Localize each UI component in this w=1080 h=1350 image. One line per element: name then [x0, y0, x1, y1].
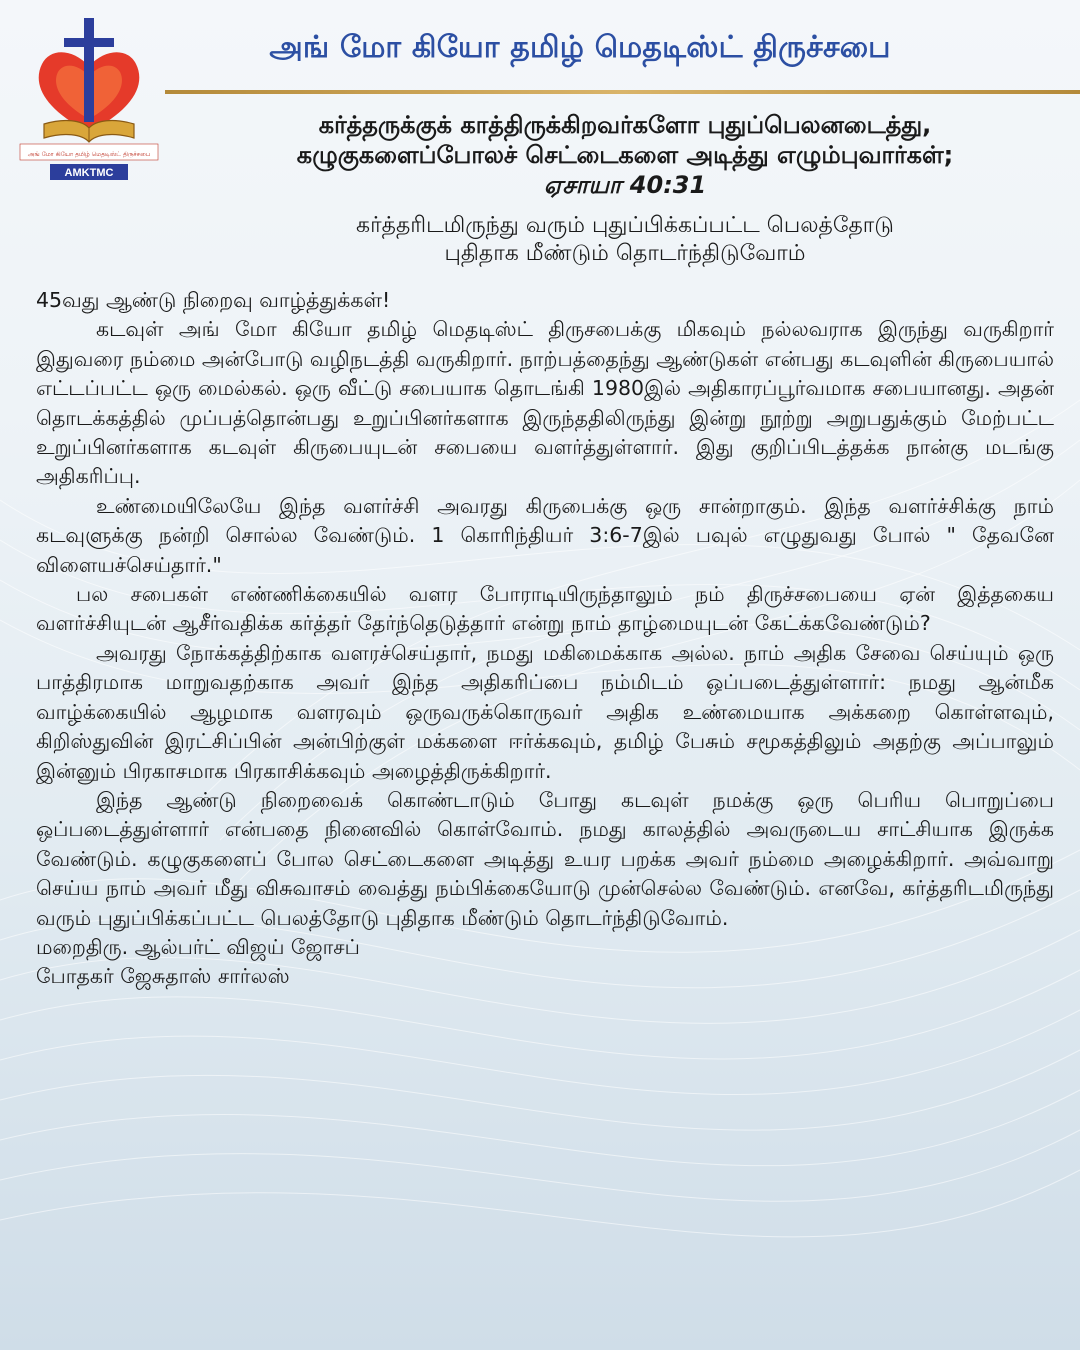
theme-line-2: புதிதாக மீண்டும் தொடர்ந்திடுவோம் [444, 241, 806, 266]
letter-body [36, 286, 1054, 992]
church-title: அங் மோ கியோ தமிழ் மெதடிஸ்ட் திருச்சபை [269, 30, 891, 65]
paragraph-3: பல சபைகள் எண்ணிக்கையில் வளர போராடியிருந்தாலும் நம் திருச்சபையை ஏன் இத்தகைய வளர்ச்சியுடன் ஆசீர்வதிக்க கர்த்தர் தேர்ந்தெடுத்தார் என்று நாம் தாழ்மையுடன் கேட்க்கவேண்டும்? [36, 582, 1054, 636]
greeting: 45வது ஆண்டு நிறைவு வாழ்த்துக்கள்! [36, 288, 391, 312]
verse-line-1: கர்த்தருக்குக் காத்திருக்கிறவர்களோ புதுப்பெலனடைத்து, [318, 111, 932, 139]
paragraph-5: இந்த ஆண்டு நிறைவைக் கொண்டாடும் போது கடவுள் நமக்கு ஒரு பெரிய பொறுப்பை ஒப்படைத்துள்ளார் என்பதை நினைவில் கொள்வோம். நமது காலத்தில் அவருடைய சாட்சியாக இருக்க வேண்டும். கழுகுகளைப் போல செட்டைகளை அடித்து உயர பறக்க அவர் நம்மை அழைக்கிறார். அவ்வாறு செய்ய நாம் அவர் மீது விசுவாசம் வைத்து நம்பிக்கையோடு முன்செல்ல வேண்டும். எனவே, கர்த்தரிடமிருந்து வரும் புதுப்பிக்கப்பட்ட பெலத்தோடு புதிதாக மீண்டும் தொடர்ந்திடுவோம். [36, 787, 1054, 930]
verse-line-2: கழுகுகளைப்போலச் செட்டைகளை அடித்து எழும்புவார்கள்; [296, 141, 954, 169]
signature-1: மறைதிரு. ஆல்பர்ட் விஜய் ஜோசப் [36, 934, 360, 959]
theme-line-1: கர்த்தரிடமிருந்து வரும் புதுப்பிக்கப்பட்ட பெலத்தோடு [356, 213, 894, 238]
header-divider [165, 90, 1080, 94]
bible-verse [170, 110, 1080, 200]
paragraph-1: கடவுள் அங் மோ கியோ தமிழ் மெதடிஸ்ட் திருசபைக்கு மிகவும் நல்லவராக இருந்து வருகிறார் இதுவரை நம்மை அன்போடு வழிநடத்தி வருகிறார். நாற்பத்தைந்து ஆண்டுகள் என்பது கடவுளின் கிருபையால் எட்டப்பட்ட ஒரு மைல்கல். ஒரு வீட்டு சபையாக தொடங்கி 1980இல் அதிகாரப்பூர்வமாக சபையானது. அதன் தொடக்கத்தில் முப்பத்தொன்பது உறுப்பினர்களாக இருந்ததிலிருந்து இன்று நூற்று அறுபதுக்கும் மேற்பட்ட உறுப்பினர்களாக கடவுள் கிருபையுடன் சபையை வளர்த்துள்ளார். இது குறிப்பிடத்தக்க நான்கு மடங்கு அதிகரிப்பு. [36, 317, 1054, 489]
church-logo [14, 14, 164, 184]
paragraph-4: அவரது நோக்கத்திற்காக வளரச்செய்தார், நமது மகிமைக்காக அல்ல. நாம் அதிக சேவை செய்யும் ஒரு பாத்திரமாக மாறுவதற்காக அவர் இந்த அதிகரிப்பை நம்மிடம் ஒப்படைத்துள்ளார்: நமது ஆன்மீக வாழ்க்கையில் ஆழமாக வளரவும் ஒருவருக்கொருவர் அதிக உண்மையாக அக்கறை கொள்ளவும், கிறிஸ்துவின் இரட்சிப்பின் அன்பிற்குள் மக்களை ஈர்க்கவும், தமிழ் பேசும் சமூகத்திலும் அதற்கு அப்பாலும் இன்னும் பிரகாசமாக பிரகாசிக்கவும் அழைத்திருக்கிறார். [36, 640, 1054, 783]
cross-vertical [84, 18, 94, 122]
logo-caption: அங் மோ கியோ தமிழ் மெதடிஸ்ட் திருச்சபை [27, 151, 151, 158]
signature-2: போதகர் ஜேசுதாஸ் சார்லஸ் [36, 964, 290, 989]
verse-reference: ஏசாயா 40:31 [543, 171, 707, 199]
anniversary-theme [170, 212, 1080, 268]
cross-horizontal [64, 38, 114, 47]
paragraph-2: உண்மையிலேயே இந்த வளர்ச்சி அவரது கிருபைக்கு ஒரு சான்றாகும். இந்த வளர்ச்சிக்கு நாம் கடவுளுக்கு நன்றி சொல்ல வேண்டும். 1 கொரிந்தியர் 3:6-7இல் பவுல் எழுதுவது போல் " தேவனே விளையச்செய்தார்." [36, 493, 1054, 577]
logo-abbr: AMKTMC [64, 167, 114, 179]
